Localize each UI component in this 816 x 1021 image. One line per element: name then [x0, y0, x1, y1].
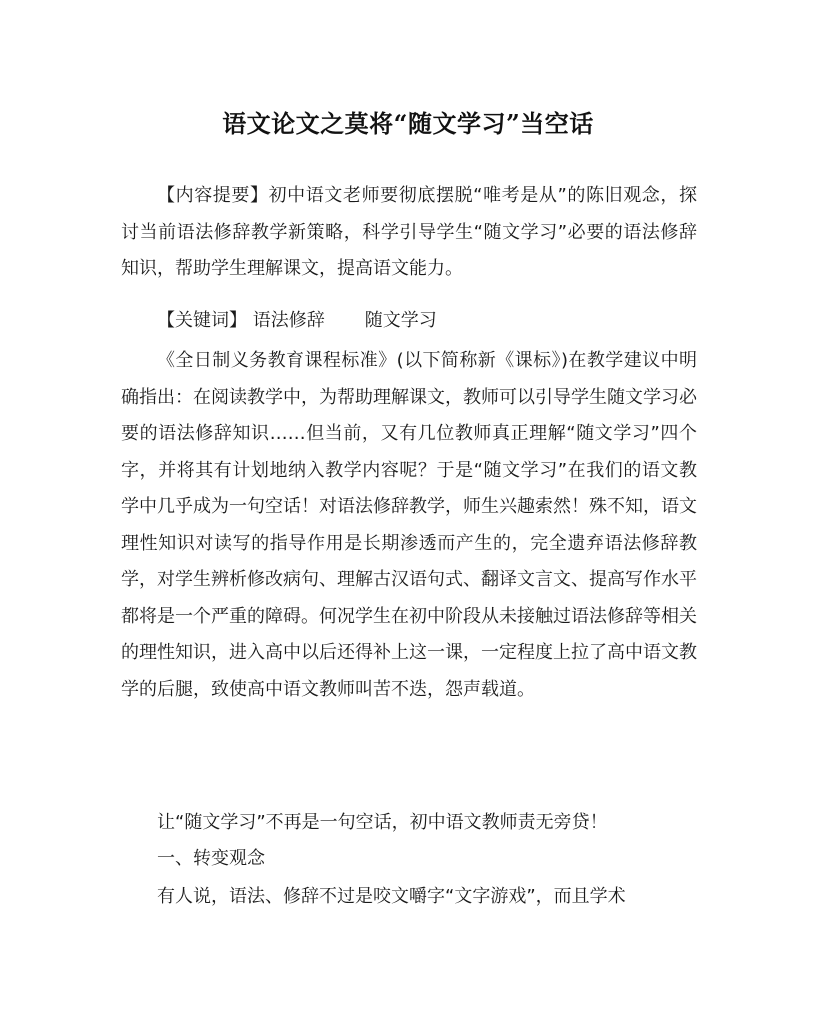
body-paragraph: 《全日制义务教育课程标准》(以下简称新《课标》)在教学建议中明确指出：在阅读教学中，为帮助理解课文，教师可以引导学生随文学习必要的语法修辞知识……但当前，又有几位教师真正理解“随文学习”四个字，并将其有计划地纳入教学内容呢？于是“随文学习”在我们的语文教学中几乎成为一句空话！对语法修辞教学，师生兴趣索然！殊不知，语文理性知识对读写的指导作用是长期渗透而产生的，完全遗弃语法修辞教学，对学生辨析修改病句、理解古汉语句式、翻译文言文、提高写作水平都将是一个严重的障碍。何况学生在初中阶段从未接触过语法修辞等相关的理性知识，进入高中以后还得补上这一课，一定程度上拉了高中语文教学的后腿，致使高中语文教师叫苦不迭，怨声载道。 — [121, 350, 697, 700]
keywords-label: 【关键词】 — [157, 310, 247, 331]
section-heading: 一、转变观念 — [157, 848, 265, 869]
body-paragraph: 让“随文学习”不再是一句空话，初中语文教师责无旁贷！ — [157, 812, 608, 833]
document-title: 语文论文之莫将“随文学习”当空话 — [222, 109, 594, 138]
keywords-line — [121, 303, 697, 340]
abstract-paragraph: 【内容提要】初中语文老师要彻底摆脱“唯考是从”的陈旧观念，探讨当前语法修辞教学新策略，科学引导学生“随文学习”必要的语法修辞知识，帮助学生理解课文，提高语文能力。 — [121, 185, 697, 279]
body-paragraph: 有人说，语法、修辞不过是咬文嚼字“文字游戏”，而且学术 — [157, 886, 626, 907]
keyword-item: 语法修辞 — [252, 310, 325, 331]
keyword-item: 随文学习 — [364, 310, 437, 331]
